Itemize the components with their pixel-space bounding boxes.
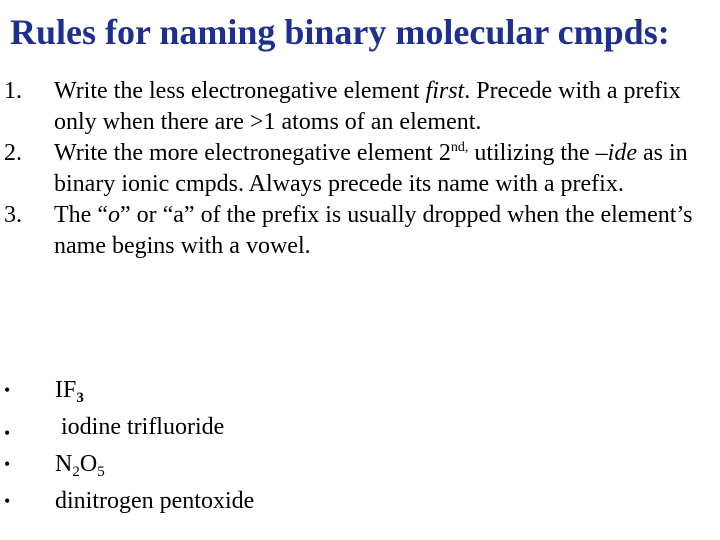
rule-text — [54, 76, 704, 138]
example-item — [0, 483, 700, 520]
formula — [55, 377, 84, 406]
formula-subscript: 5 — [97, 464, 105, 480]
rule-text-part: Write the more electronegative element 2 — [54, 140, 451, 166]
slide-title: Rules for naming binary molecular cmpds: — [10, 12, 670, 52]
compound-name: dinitrogen pentoxide — [55, 488, 255, 514]
rule-2 — [4, 138, 704, 200]
formula-element: O — [79, 451, 98, 477]
rule-text-part: Write the less electronegative element — [54, 78, 426, 104]
rule-text-emphasis: first — [425, 78, 465, 104]
formula-element: N — [55, 451, 73, 477]
rule-text — [54, 138, 704, 200]
examples-list — [0, 372, 700, 520]
compound-name: iodine trifluoride — [55, 414, 225, 440]
rule-text-part: as in binary ionic cmpds. Always precede its name with a prefix. — [54, 140, 688, 197]
formula — [55, 451, 105, 480]
rule-number: 3. — [4, 202, 22, 228]
rule-number: 2. — [4, 140, 22, 166]
rules-list — [4, 76, 704, 262]
bullet-icon: • — [4, 491, 11, 511]
bullet-icon: • — [4, 380, 11, 400]
example-item — [0, 446, 700, 483]
ordinal-superscript: nd, — [450, 140, 469, 155]
formula-subscript: 3 — [76, 390, 84, 406]
example-item — [0, 409, 700, 446]
formula-element: IF — [55, 377, 77, 403]
rule-text-part: ” or “a” of the prefix is usually dropped when the element’s name begins with a vowel. — [54, 202, 693, 259]
formula-subscript: 2 — [72, 464, 80, 480]
bullet-icon: • — [4, 454, 11, 474]
rule-text — [54, 200, 704, 262]
rule-text-part: utilizing the — [468, 140, 596, 166]
rule-text-emphasis: o — [107, 202, 120, 228]
rule-text-emphasis: –ide — [595, 140, 637, 166]
rule-text-part: The “ — [54, 202, 108, 228]
rule-1 — [4, 76, 704, 138]
rule-3 — [4, 200, 704, 262]
rule-number: 1. — [4, 78, 22, 104]
example-item — [0, 372, 700, 409]
bullet-icon: • — [4, 423, 11, 443]
rule-text-part: . Precede with a prefix only when there are >1 atoms of an element. — [54, 78, 681, 135]
